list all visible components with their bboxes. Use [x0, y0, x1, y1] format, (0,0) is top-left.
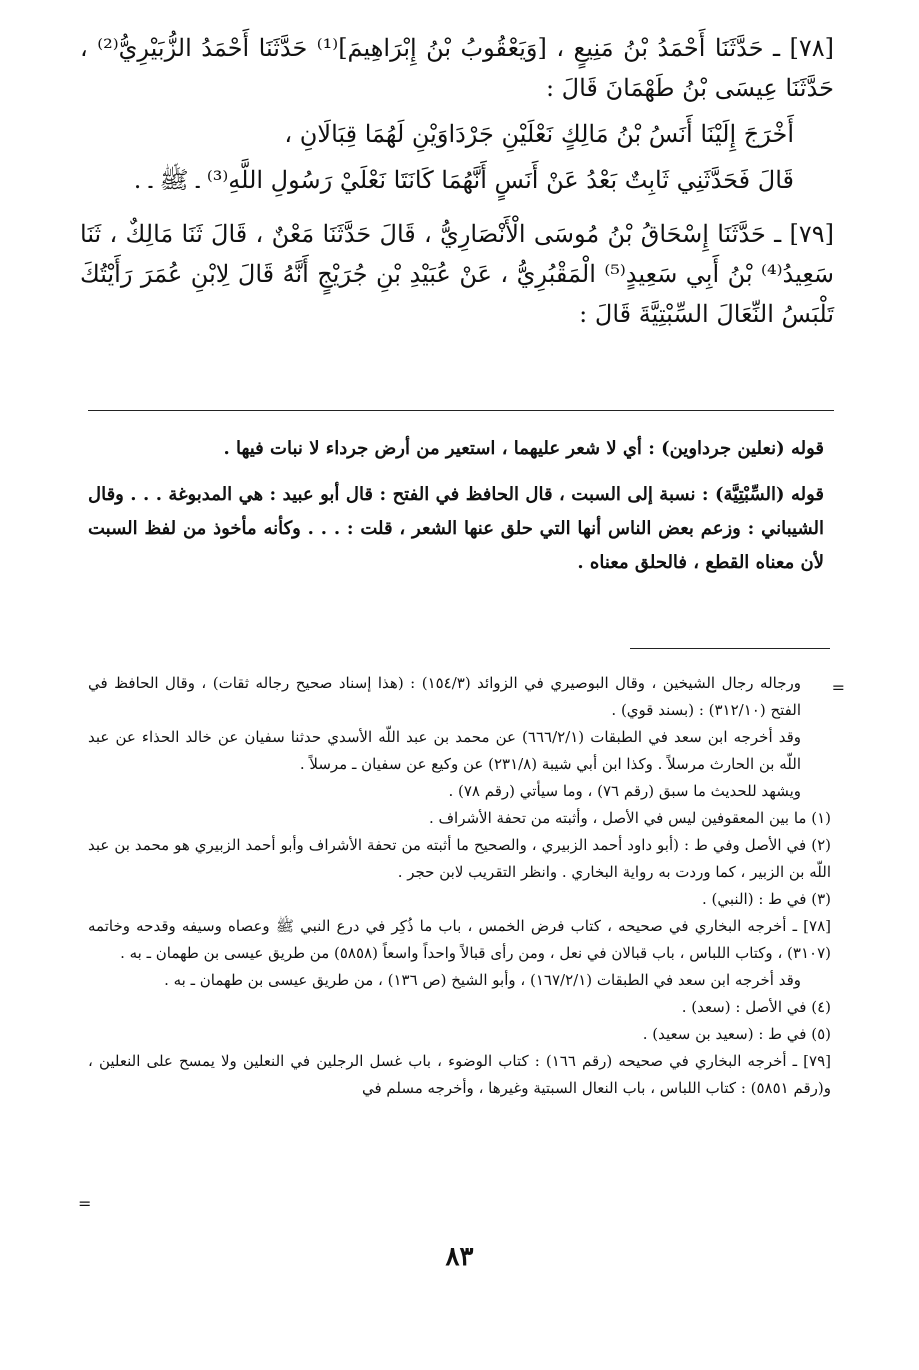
continues-marker: = — [78, 1194, 92, 1213]
footnote-line: وقد أخرجه ابن سعد في الطبقات (٦٦٦/٢/١) عن محمد بن عبد اللّه الأسدي حدثنا سفيان عن خالد الحذاء عن عبد اللّه بن الحارث مرسلاً . وكذا ابن أبي شيبة (٢٣١/٨) عن وكيع عن سفيان ـ مرسلاً . — [88, 728, 801, 773]
main-text — [80, 28, 834, 334]
footnote-5: (٥) في ط : (سعيد بن سعيد) . — [642, 1025, 831, 1043]
takhrij-79: [٧٩] ـ أخرجه البخاري في صحيحه (رقم ١٦٦) : كتاب الوضوء ، باب غسل الرجلين في النعلين ولا يمسح على النعلين ، و(رقم ٥٨٥١) : كتاب اللباس ، باب النعال السبتية وغيرها ، وأخرجه مسلم في — [88, 1052, 832, 1097]
note-sibtiyya: قوله (السِّبْتِيَّة) : نسبة إلى السبت ، قال الحافظ في الفتح : قال أبو عبيد : هي المدبوغة . . . وقال الشيباني : وزعم بعض الناس أنها التي حلق عنها الشعر ، قلت : . . . وكأنه مأخوذ من لفظ السبت لأن معناه القطع ، فالحلق معناه . — [88, 484, 824, 573]
page-number: ٨٣ — [445, 1242, 474, 1272]
hadith-78-isnad: [٧٨] ـ حَدَّثَنَا أَحْمَدُ بْنُ مَنِيعٍ ، [وَيَعْقُوبُ بْنُ إِبْرَاهِيمَ]⁽¹⁾ حَدَّثَنَا أَحْمَدُ الزُّبَيْرِيُّ⁽²⁾ ، حَدَّثَنَا عِيسَى بْنُ طَهْمَانَ قَالَ : — [80, 34, 834, 102]
footnote-line: ورجاله رجال الشيخين ، وقال البوصيري في الزوائد (١٥٤/٣) : (هذا إسناد صحيح رجاله ثقات) ، وقال الحافظ في الفتح (٣١٢/١٠) : (بسند قوي) . — [88, 674, 801, 719]
main-divider — [88, 410, 834, 411]
footnote-3: (٣) في ط : (النبي) . — [702, 890, 831, 908]
footnotes — [88, 670, 831, 1102]
glossary-notes — [88, 432, 824, 592]
note-jardawain: قوله (نعلين جرداوين) : أي لا شعر عليهما ، استعير من أرض جرداء لا نبات فيها . — [223, 438, 824, 459]
takhrij-78-extra: وقد أخرجه ابن سعد في الطبقات (١٦٧/٢/١) ، وأبو الشيخ (ص ١٣٦) ، من طريق عيسى بن طهمان ـ به . — [164, 971, 801, 989]
hadith-78-addition: قَالَ فَحَدَّثَنِي ثَابِتٌ بَعْدُ عَنْ أَنَسٍ أَنَّهُمَا كَانَتَا نَعْلَيْ رَسُولِ اللَّهِ⁽³⁾ ـ ﷺ ـ . — [133, 166, 794, 194]
footnote-4: (٤) في الأصل : (سعد) . — [681, 998, 831, 1016]
hadith-79-text: [٧٩] ـ حَدَّثَنَا إِسْحَاقُ بْنُ مُوسَى الْأَنْصَارِيُّ ، قَالَ حَدَّثَنَا مَعْنٌ ، قَالَ ثَنَا مَالِكٌ ، ثَنَا سَعِيدُ⁽⁴⁾ بْنُ أَبِي سَعِيدٍ⁽⁵⁾ الْمَقْبُرِيُّ ، عَنْ عُبَيْدِ بْنِ جُرَيْجٍ أَنَّهُ قَالَ لِابْنِ عُمَرَ رَأَيْتُكَ تَلْبَسُ النِّعَالَ السِّبْتِيَّةَ قَالَ : — [80, 220, 834, 328]
footnote-2: (٢) في الأصل وفي ط : (أبو داود أحمد الزبيري ، والصحيح ما أثبته من تحفة الأشراف وأبو أحمد الزبيري هو محمد بن عبد اللّه بن الزبير ، كما وردت به رواية البخاري . وانظر التقريب لابن حجر . — [88, 836, 831, 881]
footnote-divider — [630, 648, 830, 649]
continued-marker: = — [831, 678, 845, 697]
takhrij-78: [٧٨] ـ أخرجه البخاري في صحيحه ، كتاب فرض الخمس ، باب ما ذُكِر في درع النبي ﷺ وعصاه وسيفه وقدحه وخاتمه (٣١٠٧) ، وكتاب اللباس ، باب قبالان في نعل ، ومن رأى قبالاً واحداً واسعاً (٥٨٥٨) من طريق عيسى بن طهمان ـ به . — [88, 917, 831, 962]
footnote-line: ويشهد للحديث ما سبق (رقم ٧٦) ، وما سيأتي (رقم ٧٨) . — [448, 782, 801, 800]
footnote-1: (١) ما بين المعقوفين ليس في الأصل ، وأثبته من تحفة الأشراف . — [428, 809, 831, 827]
hadith-78-matn: أَخْرَجَ إِلَيْنَا أَنَسُ بْنُ مَالِكٍ نَعْلَيْنِ جَرْدَاوَيْنِ لَهُمَا قِبَالَانِ ، — [284, 120, 794, 148]
